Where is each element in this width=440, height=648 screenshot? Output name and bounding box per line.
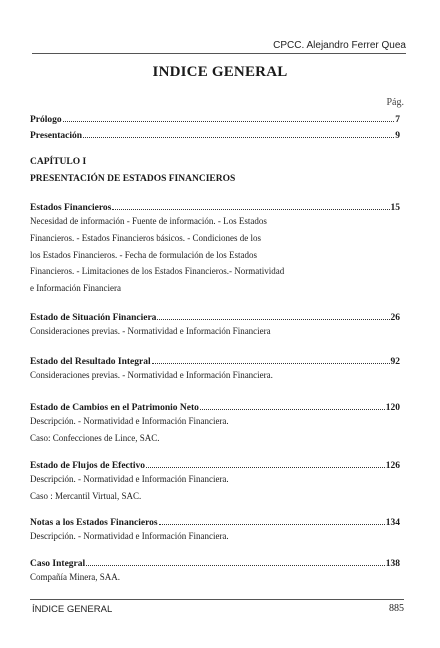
toc-entry-description: Compañía Minera, SAA.: [30, 572, 120, 582]
toc-entry-label: Estados Financieros: [30, 203, 112, 213]
toc-entry-page: 120: [385, 403, 400, 413]
toc-entry-label: Estado del Resultado Integral: [30, 357, 151, 367]
toc-entry-page: 9: [395, 131, 400, 141]
toc-entry-description: Financieros. - Estados Financieros básicos. - Condiciones de los: [30, 232, 261, 243]
toc-entry-description: Financieros. - Limitaciones de los Estados Financieros.- Normatividad: [30, 266, 285, 277]
toc-entry-prologo[interactable]: [30, 113, 400, 125]
toc-entry-page: 7: [395, 115, 400, 125]
toc-entry-page: 26: [390, 313, 400, 323]
chapter-heading: [30, 154, 400, 188]
toc-entry-label: Presentación: [30, 131, 83, 141]
toc-section-resultado-integral: [30, 355, 400, 384]
header-rule: [32, 53, 406, 54]
toc-entry-description: Necesidad de información - Fuente de información. - Los Estados: [30, 216, 267, 226]
leader-dots: [200, 401, 385, 410]
leader-dots: [146, 459, 385, 468]
footer-section: ÍNDICE GENERAL: [32, 604, 113, 615]
chapter-number: CAPÍTULO I: [30, 157, 87, 167]
leader-dots: [86, 557, 385, 566]
leader-dots: [112, 201, 389, 210]
toc-entry-page: 126: [385, 461, 400, 471]
page-title: INDICE GENERAL: [152, 64, 288, 80]
toc-entry[interactable]: [30, 459, 400, 471]
leader-dots: [83, 129, 394, 138]
leader-dots: [63, 113, 395, 122]
footer-rule: [30, 599, 404, 600]
toc-entry-description: Caso: Confecciones de Lince, SAC.: [30, 432, 160, 443]
toc-entry-description: Consideraciones previas. - Normatividad e Información Financiera: [30, 326, 271, 336]
footer-page-number: 885: [389, 603, 404, 614]
toc-entry-label: Prólogo: [30, 115, 62, 125]
toc-entry-description: los Estados Financieros. - Fecha de formulación de los Estados: [30, 249, 257, 260]
toc-section-estados-financieros: [30, 201, 400, 297]
page-column-label: Pág.: [386, 97, 404, 108]
toc-entry-label: Estado de Flujos de Efectivo: [30, 461, 146, 471]
toc-entry[interactable]: [30, 516, 400, 528]
toc-entry[interactable]: [30, 401, 400, 413]
toc-section-situacion-financiera: [30, 311, 400, 340]
toc-section-notas: [30, 516, 400, 545]
toc-section-flujos-efectivo: [30, 459, 400, 505]
chapter-name: PRESENTACIÓN DE ESTADOS FINANCIEROS: [30, 174, 236, 184]
toc-entry-description: Descripción. - Normatividad e Información Financiera.: [30, 416, 229, 426]
toc-entry-label: Estado de Situación Financiera: [30, 313, 157, 323]
toc-entry-page: 92: [390, 357, 400, 367]
toc-section-caso-integral: [30, 557, 400, 586]
toc-section-cambios-patrimonio: [30, 401, 400, 447]
toc-entry-presentacion[interactable]: [30, 129, 400, 141]
toc-entry[interactable]: [30, 355, 400, 367]
toc-entry-label: Caso Integral: [30, 559, 86, 569]
toc-entry-description: e Información Financiera: [30, 283, 121, 294]
toc-entry-description: Caso : Mercantil Virtual, SAC.: [30, 490, 142, 501]
toc-entry[interactable]: [30, 311, 400, 323]
leader-dots: [159, 516, 385, 525]
leader-dots: [152, 355, 390, 364]
front-matter: [30, 113, 400, 141]
toc-entry[interactable]: [30, 557, 400, 569]
header-author: CPCC. Alejandro Ferrer Quea: [273, 40, 406, 51]
toc-entry-label: Notas a los Estados Financieros: [30, 518, 158, 528]
toc-entry-page: 138: [385, 559, 400, 569]
toc-entry-label: Estado de Cambios en el Patrimonio Neto: [30, 403, 199, 413]
toc-entry-page: 15: [390, 203, 400, 213]
toc-entry-description: Descripción. - Normatividad e Información Financiera.: [30, 531, 229, 541]
leader-dots: [157, 311, 389, 320]
toc-entry-page: 134: [385, 518, 400, 528]
toc-entry-description: Descripción. - Normatividad e Información Financiera.: [30, 474, 229, 484]
toc-entry[interactable]: [30, 201, 400, 213]
toc-entry-description: Consideraciones previas. - Normatividad e Información Financiera.: [30, 370, 273, 380]
